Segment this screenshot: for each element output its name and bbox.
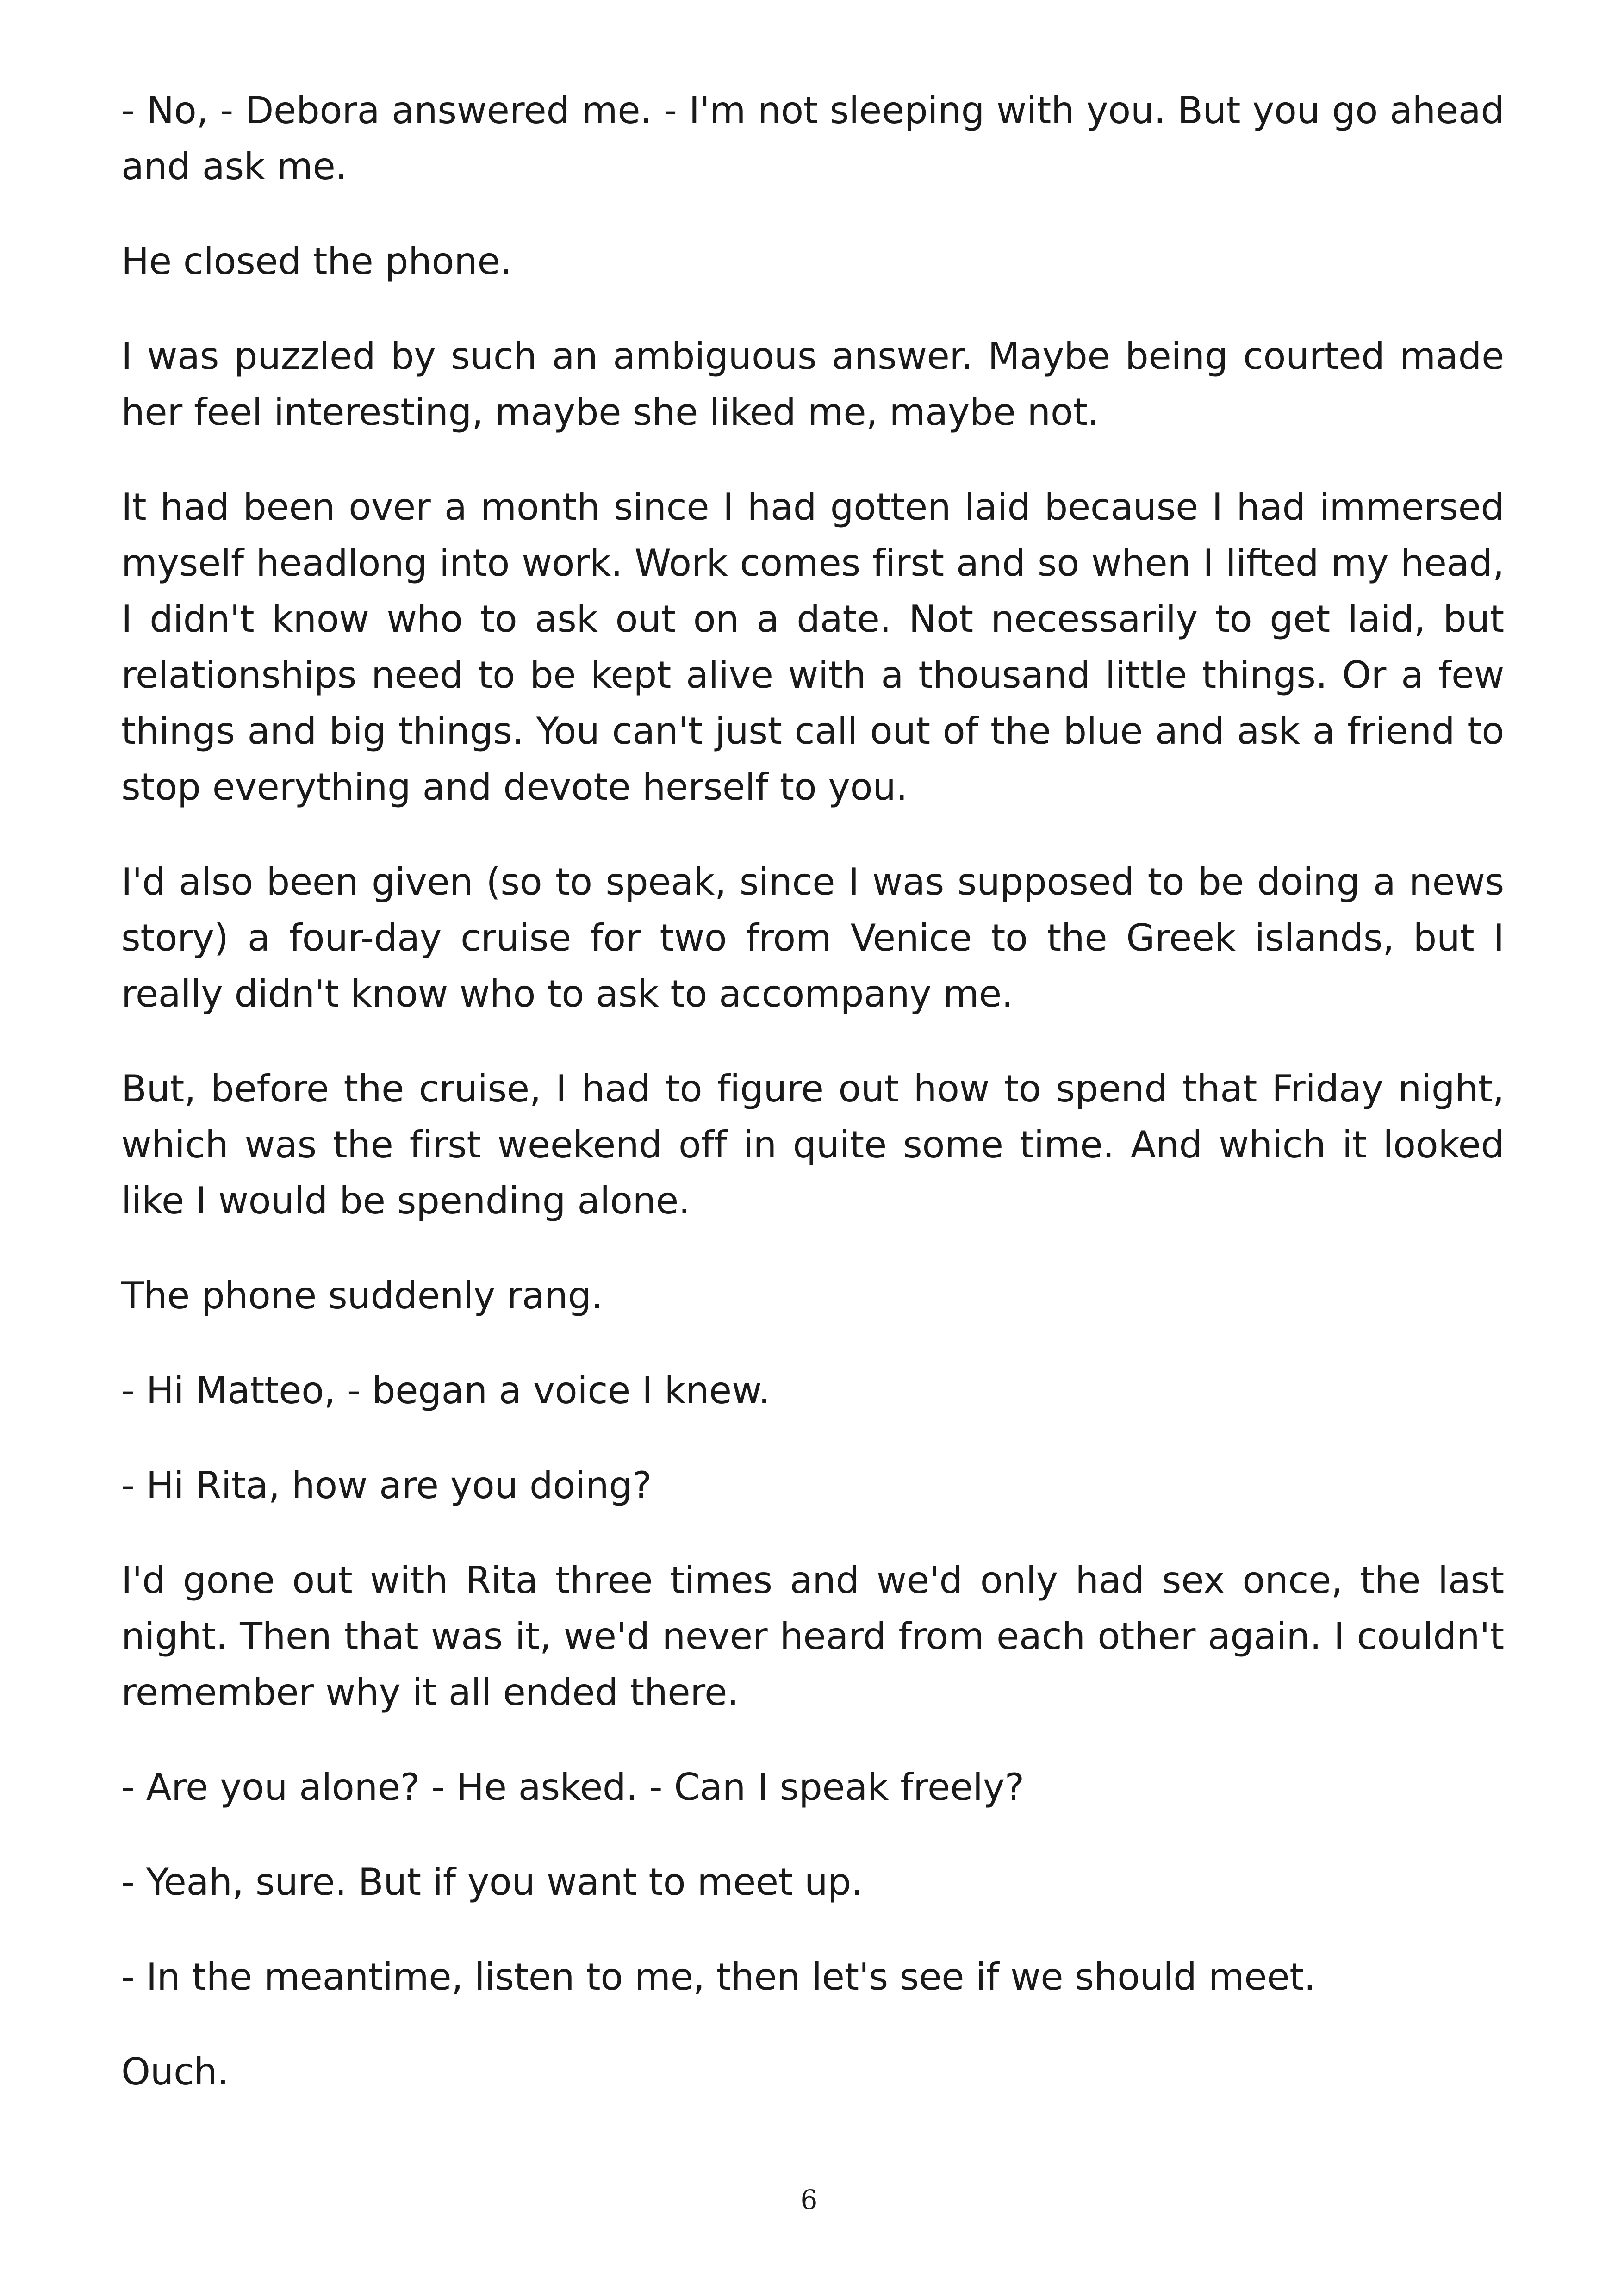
- paragraph: - No, - Debora answered me. - I'm not sleeping with you. But you go ahead and ask me.: [121, 89, 1504, 188]
- paragraph: - Hi Matteo, - began a voice I knew.: [121, 1369, 770, 1412]
- paragraph: I'd also been given (so to speak, since I was supposed to be doing a news story) a four-day cruise for two from Venice to the Greek islands, but I really didn't know who to ask to accompany me.: [121, 860, 1504, 1015]
- page-number: 6: [800, 2184, 818, 2215]
- paragraph: Ouch.: [121, 2050, 229, 2093]
- paragraph: - Are you alone? - He asked. - Can I speak freely?: [121, 1766, 1024, 1809]
- paragraph: I was puzzled by such an ambiguous answer. Maybe being courted made her feel interesting, maybe she liked me, maybe not.: [121, 335, 1504, 434]
- paragraph: - In the meantime, listen to me, then let's see if we should meet.: [121, 1955, 1316, 1998]
- page-body-text: [121, 82, 1504, 2139]
- paragraph: - Hi Rita, how are you doing?: [121, 1464, 652, 1507]
- paragraph: But, before the cruise, I had to figure out how to spend that Friday night, which was the first weekend off in quite some time. And which it looked like I would be spending alone.: [121, 1067, 1504, 1222]
- paragraph: It had been over a month since I had gotten laid because I had immersed myself headlong into work. Work comes first and so when I lifted my head, I didn't know who to ask out on a date. Not necessarily to get laid, but relationships need to be kept alive with a thousand little things. Or a few things and big things. You can't just call out of the blue and ask a friend to stop everything and devote herself to you.: [121, 485, 1504, 809]
- paragraph: He closed the phone.: [121, 240, 512, 283]
- paragraph: I'd gone out with Rita three times and we'd only had sex once, the last night. Then that was it, we'd never heard from each other again. I couldn't remember why it all ended there.: [121, 1559, 1504, 1714]
- paragraph: - Yeah, sure. But if you want to meet up.: [121, 1860, 863, 1904]
- paragraph: The phone suddenly rang.: [121, 1274, 603, 1317]
